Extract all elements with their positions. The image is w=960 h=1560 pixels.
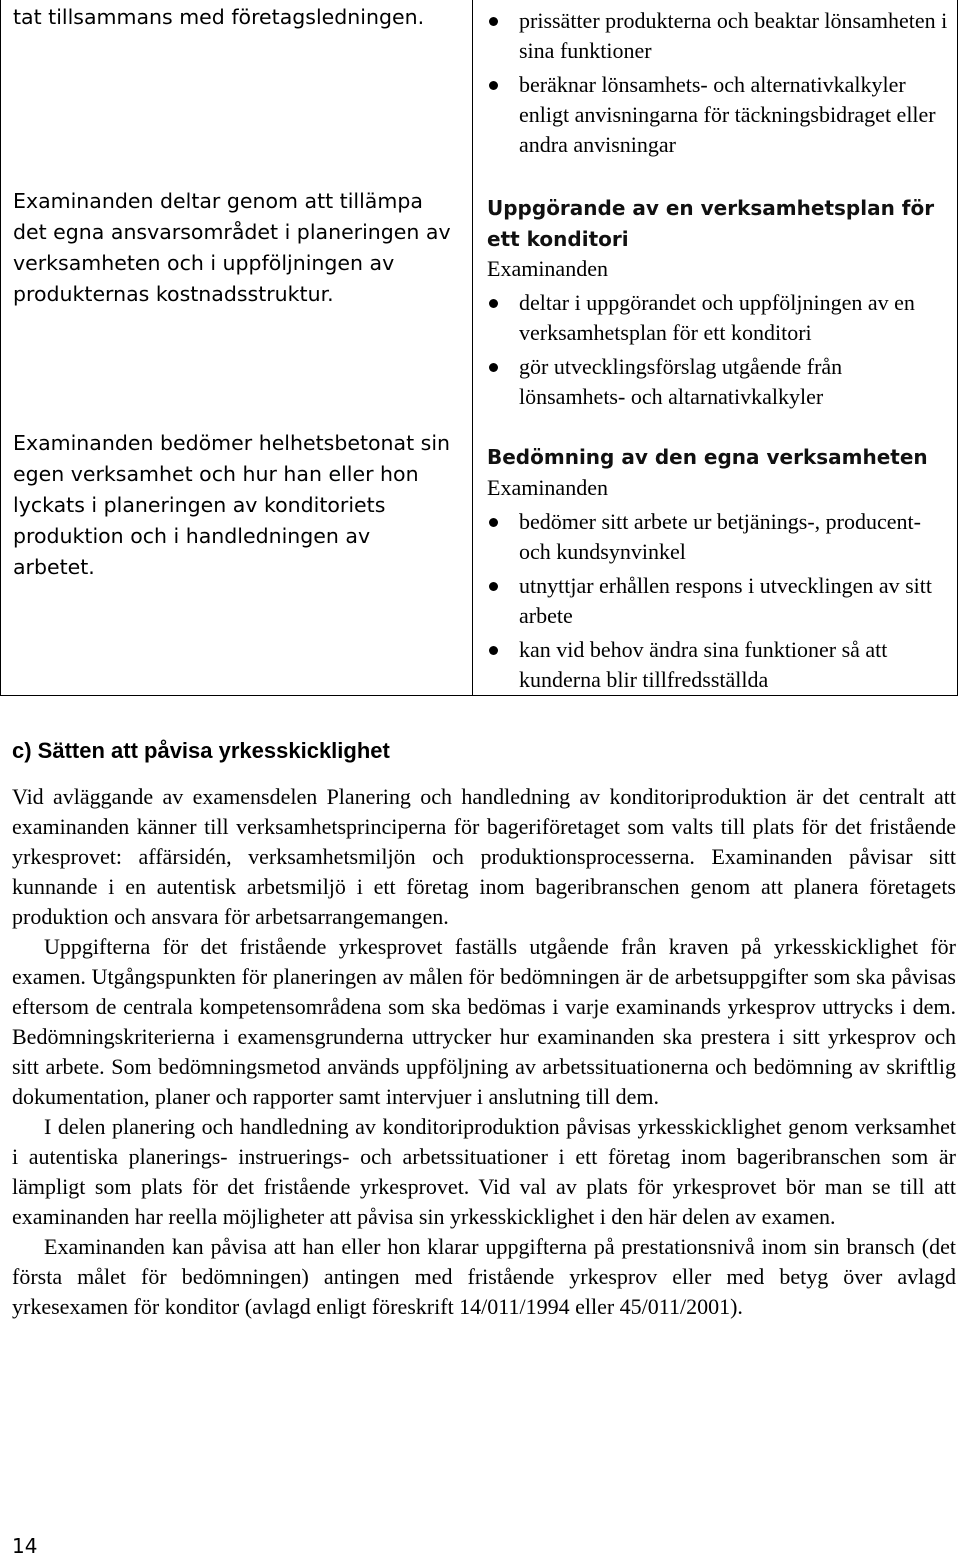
list-item: beräknar lönsamhets- och alternativkalkyler enligt anvisningarna för täckningsbidraget eller andra anvisningar (487, 70, 953, 160)
section-heading-bedomning: Bedömning av den egna verksamheten (487, 445, 928, 469)
list-item: utnyttjar erhållen respons i utvecklingen av sitt arbete (487, 571, 953, 631)
bullet-icon (489, 518, 498, 527)
bullet-icon (489, 299, 498, 308)
table-left-column (1, 0, 473, 695)
subject-label: Examinanden (487, 475, 608, 500)
bullet-icon (489, 363, 498, 372)
verksamhetsplan-bullet-list (487, 288, 953, 416)
bedomning-bullet-list (487, 507, 953, 699)
list-item: gör utvecklingsförslag utgående från lönsamhets- och altarnativkalkyler (487, 352, 953, 412)
bullet-icon (489, 81, 498, 90)
criteria-table (0, 0, 958, 696)
table-right-column (473, 0, 957, 695)
list-item: deltar i uppgörandet och uppföljningen av en verksamhetsplan för ett konditori (487, 288, 953, 348)
paragraph: I delen planering och handledning av konditoriproduktion påvisas yrkesskicklighet genom verksamhet i autentiska planerings- instruerings- och arbetssituationer i ett företag inom bageribranschen som är lämpligt som plats för det fristående yrkesprovet. Vid val av plats för yrkesprovet bör man se till att examinanden har reella möjligheter att påvisa sin yrkesskicklighet i den här delen av examen. (12, 1114, 956, 1229)
bullet-icon (489, 582, 498, 591)
subject-label: Examinanden (487, 256, 608, 281)
left-text-1: tat tillsammans med företagsledningen. (13, 5, 425, 29)
list-item: bedömer sitt arbete ur betjänings-, producent- och kundsynvinkel (487, 507, 953, 567)
left-text-3: Examinanden bedömer helhetsbetonat sin egen verksamhet och hur han eller hon lyckats i planeringen av konditoriets produktion och i handledningen av arbetet. (13, 431, 451, 579)
list-item: kan vid behov ändra sina funktioner så att kunderna blir tillfredsställda (487, 635, 953, 695)
paragraph: Uppgifterna för det fristående yrkesprovet faställs utgående från kraven på yrkesskicklighet för examen. Utgångspunkten för planeringen av målen för bedömningen är de arbetsuppgifter som ska påvisas eftersom de centrala kompetensområdena som ska bedömas i varje examinands yrkesprov uttrycks i dem. Bedömningskriterierna i examensgrunderna uttrycker hur examinanden ska prestera i sitt yrkesprov och sitt arbete. Som bedömningsmetod används uppföljning av arbetssituationerna och bedömning av skriftlig dokumentation, planer och rapporter samt intervjuer i anslutning till dem. (12, 934, 956, 1109)
page-number: 14 (12, 1534, 38, 1558)
section-c-title: c) Sätten att påvisa yrkesskicklighet (12, 738, 390, 763)
left-text-2: Examinanden deltar genom att tillämpa det egna ansvarsområdet i planeringen av verksamheten och i uppföljningen av produkternas kostnadsstruktur. (13, 189, 451, 306)
paragraph: Examinanden kan påvisa att han eller hon klarar uppgifterna på prestationsnivå inom sin bransch (det första målet för bedömningen) antingen med fristående yrkesprov eller med betyg över avlagd yrkesexamen för konditor (avlagd enligt föreskrift 14/011/1994 eller 45/011/2001). (12, 1234, 956, 1319)
list-item: prissätter produkterna och beaktar lönsamheten i sina funktioner (487, 6, 953, 66)
bullet-icon (489, 646, 498, 655)
top-bullet-list (487, 6, 953, 164)
section-heading-verksamhetsplan: Uppgörande av en verksamhetsplan för ett konditori (487, 196, 935, 251)
bullet-icon (489, 17, 498, 26)
paragraph: Vid avläggande av examensdelen Planering och handledning av konditoriproduktion är det centralt att examinanden känner till verksamhetsprinciperna för bageriföretaget som valts till plats för det fristående yrkesprovet: affärsidén, verksamhetsmiljön och produktionsprocesserna. Examinanden påvisar sitt kunnande i en autentisk arbetsmiljö i ett företag inom bageribranschen genom att planera företagets produktion och ansvara för arbetsarrangemangen. (12, 784, 956, 929)
section-c-body (12, 782, 956, 1322)
